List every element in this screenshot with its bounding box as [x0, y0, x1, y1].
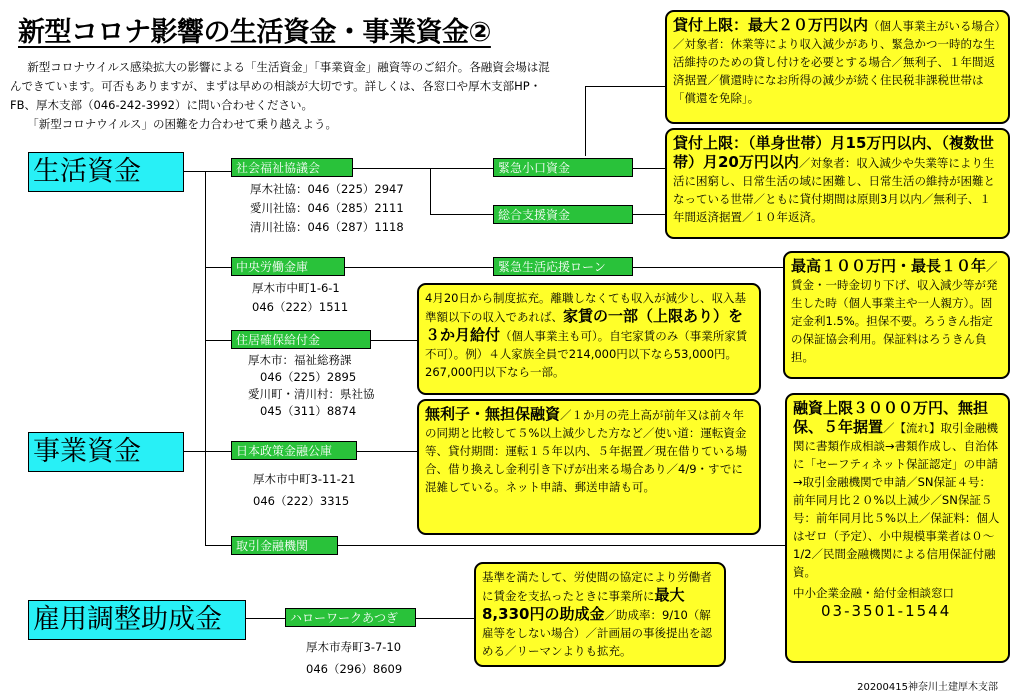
- org-rokin: 中央労働金庫: [231, 257, 345, 276]
- intro-paragraph-1: 新型コロナウイルス感染拡大の影響による「生活資金」「事業資金」融資等のご紹介。各融資会場は混んできています。可否もありますが、まずは早めの相談が大切です。詳しくは、各窓口や厚木支部HP・FB、厚木支部（046-242-3992）に問い合わせください。: [10, 60, 550, 112]
- kinkyu-headline: 貸付上限：最大２０万円以内: [673, 16, 869, 34]
- org-shakyo: 社会福祉協議会: [231, 158, 353, 177]
- connector: [633, 267, 783, 268]
- bank-text: ／【流れ】取引金融機関に書類作成相談→書類作成し、自治体に「セーフティネット保証認定」の申請→取引金融機関で申請／SN保証４号：前年同月比２０%以上減少／SN保証５号：前年同月比５%以上／保証料：個人はゼロ（予定）、小中規模事業者は０～1/2／民間金融機関による信用保証付融資。: [793, 421, 1000, 579]
- connector: [416, 618, 474, 619]
- loan-details: [783, 251, 1010, 379]
- sogo-headline: 貸付上限：（単身世帯）月15万円以内、（複数世帯）月20万円以内: [673, 134, 994, 171]
- connector: [430, 168, 431, 214]
- bank-window: 中小企業金融・給付金相談窓口: [793, 586, 954, 600]
- rokin-contacts: [252, 279, 348, 317]
- shakyo-contacts: [250, 180, 404, 237]
- connector: [371, 340, 417, 341]
- contact-line: 清川社協：046（287）1118: [250, 220, 404, 234]
- hello-details: [474, 562, 726, 667]
- kinkyu-text: （個人事業主がいる場合）／対象者：休業等により収入減少があり、緊急かつ一時的な生活維持のための貸し付けを必要とする場合／無利子、１年間返済据置／償還時になお所得の減少が続く住民税非課税世帯は「償還を免除」。: [673, 19, 1001, 105]
- contact-line: 厚木市中町1-6-1: [252, 281, 340, 295]
- jukyo-text-2: （個人事業主も可）。自宅家賃のみ（事業所家賃不可）。例）４人家族全員で214,000円以下なら53,000円。267,000円以下なら一部。: [425, 329, 748, 379]
- connector: [345, 267, 493, 268]
- contact-line: 046（222）3315: [253, 494, 350, 508]
- category-seikatsu: 生活資金: [28, 152, 184, 192]
- intro-text: [10, 58, 555, 134]
- contact-line: 厚木社協：046（225）2947: [250, 182, 404, 196]
- bank-details: [785, 393, 1010, 663]
- hello-text-2: ／助成率：9/10（解雇等をしない場合）／計画届の事後提出を認める／リーマンよりも拡充。: [482, 608, 712, 658]
- contact-line: 045（311）8874: [260, 404, 357, 418]
- program-sogo: 総合支援資金: [493, 205, 633, 224]
- contact-line: 愛川社協：046（285）2111: [250, 201, 404, 215]
- bank-headline: 融資上限３０００万円、無担保、５年据置: [793, 399, 989, 436]
- sogo-text: ／対象者：収入減少や失業等により生活に困窮し、日常生活の域に困難し、日常生活の維持が困難となっている世帯／ともに貸付期間は原則3月以内／無利子、１年間返済据置／１０年返済。: [673, 156, 995, 224]
- jfc-details: [417, 399, 761, 535]
- org-hellowork: ハローワークあつぎ: [285, 608, 416, 627]
- connector: [183, 451, 231, 452]
- contact-line: 厚木市寿町3-7-10: [306, 640, 402, 654]
- connector: [430, 214, 493, 215]
- bank-phone: 03-3501-1544: [821, 602, 952, 620]
- contact-line: 厚木市中町3-11-21: [253, 472, 356, 486]
- category-jigyo: 事業資金: [28, 432, 184, 472]
- connector: [585, 86, 665, 87]
- connector: [633, 214, 665, 215]
- footer-credit: 20200415神奈川土建厚木支部: [857, 682, 998, 693]
- loan-text: ／賃金・一時金切り下げ、収入減少等が発生した時（個人事業主や一人親方）。固定金利1.5%。担保不要。ろうきん指定の保証協会利用。保証料はろうきん負担。: [791, 260, 998, 364]
- hello-text-1: 基準を満たして、労使間の協定により労働者に賃金を支払ったときに事業所に: [482, 570, 712, 603]
- page-title: 新型コロナ影響の生活資金・事業資金②: [18, 17, 491, 48]
- connector: [205, 171, 206, 545]
- connector: [245, 618, 285, 619]
- org-jukyo: 住居確保給付金: [231, 330, 371, 349]
- contact-line: 046（296）8609: [306, 662, 403, 676]
- hello-contacts: [306, 636, 402, 680]
- connector: [357, 451, 417, 452]
- jukyo-headline: 家賃の一部（上限あり）を３か月給付: [425, 307, 744, 344]
- connector: [633, 168, 665, 169]
- org-jfc: 日本政策金融公庫: [231, 441, 357, 460]
- contact-line: 厚木市：福祉総務課: [248, 353, 352, 367]
- connector: [205, 340, 231, 341]
- sogo-details: [665, 128, 1010, 239]
- category-koyo: 雇用調整助成金: [28, 600, 246, 640]
- program-loan: 緊急生活応援ローン: [493, 257, 633, 276]
- jukyo-details: [417, 283, 761, 395]
- loan-headline: 最高１００万円・最長１０年: [791, 257, 987, 275]
- connector: [585, 86, 586, 156]
- jfc-headline: 無利子・無担保融資: [425, 405, 561, 423]
- jukyo-text-1: 4月20日から制度拡充。離職しなくても収入が減少し、収入基準額以下の収入であれば、: [425, 291, 746, 324]
- connector: [205, 267, 231, 268]
- contact-line: 046（222）1511: [252, 300, 349, 314]
- jfc-text: ／１か月の売上高が前年又は前々年の同期と比較して５%以上減少した方など／使い道：運転資金等、貸付期間：運転１５年以内、５年据置／現在借りている場合、借り換えし金利引き下げが出来る場合あり／4/9・すでに混雑している。ネット申請、郵送申請も可。: [425, 408, 747, 494]
- connector: [205, 545, 231, 546]
- org-bank: 取引金融機関: [231, 536, 338, 555]
- jukyo-contacts: [248, 352, 375, 420]
- hello-headline: 最大8,330円の助成金: [482, 586, 685, 623]
- contact-line: 愛川町・清川村：県社協: [248, 387, 375, 401]
- jfc-contacts: [253, 468, 355, 512]
- connector: [338, 545, 785, 546]
- kinkyu-details: [665, 10, 1010, 124]
- contact-line: 046（225）2895: [260, 370, 357, 384]
- connector: [353, 168, 493, 169]
- connector: [183, 171, 231, 172]
- intro-paragraph-2: 「新型コロナウイルス」の困難を力合わせて乗り越えよう。: [27, 117, 338, 131]
- program-kinkyu: 緊急小口資金: [493, 158, 633, 177]
